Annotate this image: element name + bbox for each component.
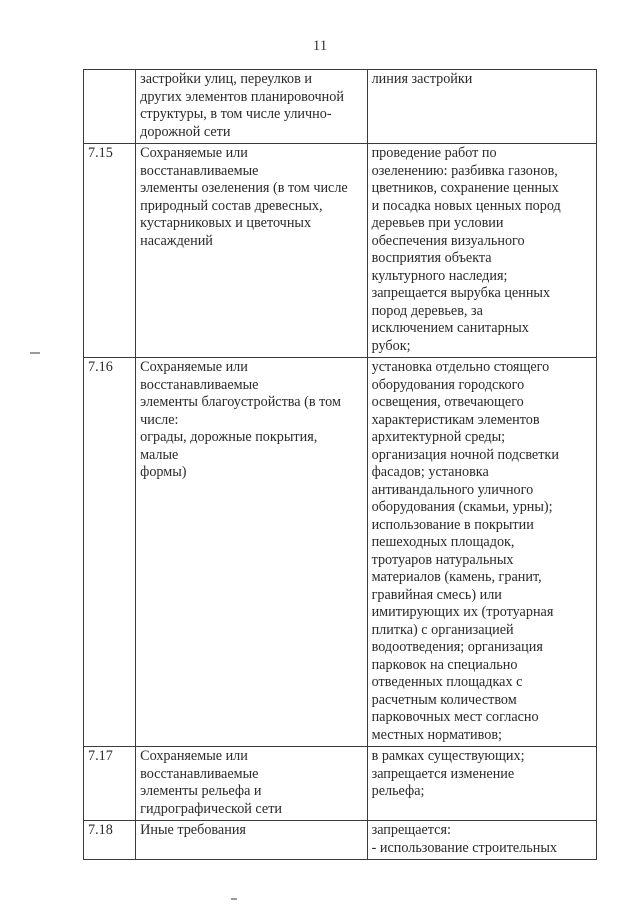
table-row — [84, 144, 597, 358]
requirements-table — [83, 69, 597, 860]
element-cell: застройки улиц, переулков и других элементов планировочной структуры, в том числе улично- дорожной сети — [136, 70, 367, 144]
table-row — [84, 358, 597, 747]
element-cell: Иные требования — [136, 821, 367, 860]
element-cell: Сохраняемые или восстанавливаемые элементы рельефа и гидрографической сети — [136, 747, 367, 821]
element-cell: Сохраняемые или восстанавливаемые элементы благоустройства (в том числе: ограды, дорожные покрытия, малые формы) — [136, 358, 367, 747]
row-number-cell: 7.15 — [84, 144, 136, 358]
requirement-cell: установка отдельно стоящего оборудования городского освещения, отвечающего характеристикам элементов архитектурной среды; организация ночной подсветки фасадов; установка антивандального уличного оборудования (скамьи, урны); использование в покрытии пешеходных площадок, тротуаров натуральных материалов (камень, гранит, гравийная смесь) или имитирующих их (тротуарная плитка) с организацией водоотведения; организация парковок на специально отведенных площадках с расчетным количеством парковочных мест согласно местных нормативов; — [367, 358, 596, 747]
table-row — [84, 821, 597, 860]
page-number: 11 — [312, 38, 328, 54]
requirement-cell: запрещается: - использование строительных — [367, 821, 596, 860]
row-number-cell: 7.16 — [84, 358, 136, 747]
row-number-cell: 7.17 — [84, 747, 136, 821]
scan-mark — [231, 898, 237, 900]
row-number-cell — [84, 70, 136, 144]
table-row — [84, 747, 597, 821]
table-row — [84, 70, 597, 144]
requirement-cell: проведение работ по озеленению: разбивка газонов, цветников, сохранение ценных и посадка новых ценных пород деревьев при условии обеспечения визуального восприятия объекта культурного наследия; запрещается вырубка ценных пород деревьев, за исключением санитарных рубок; — [367, 144, 596, 358]
requirement-cell: в рамках существующих; запрещается изменение рельефа; — [367, 747, 596, 821]
margin-mark — [30, 352, 40, 354]
requirement-cell: линия застройки — [367, 70, 596, 144]
element-cell: Сохраняемые или восстанавливаемые элементы озеленения (в том числе природный состав древесных, кустарниковых и цветочных насаждений — [136, 144, 367, 358]
row-number-cell: 7.18 — [84, 821, 136, 860]
